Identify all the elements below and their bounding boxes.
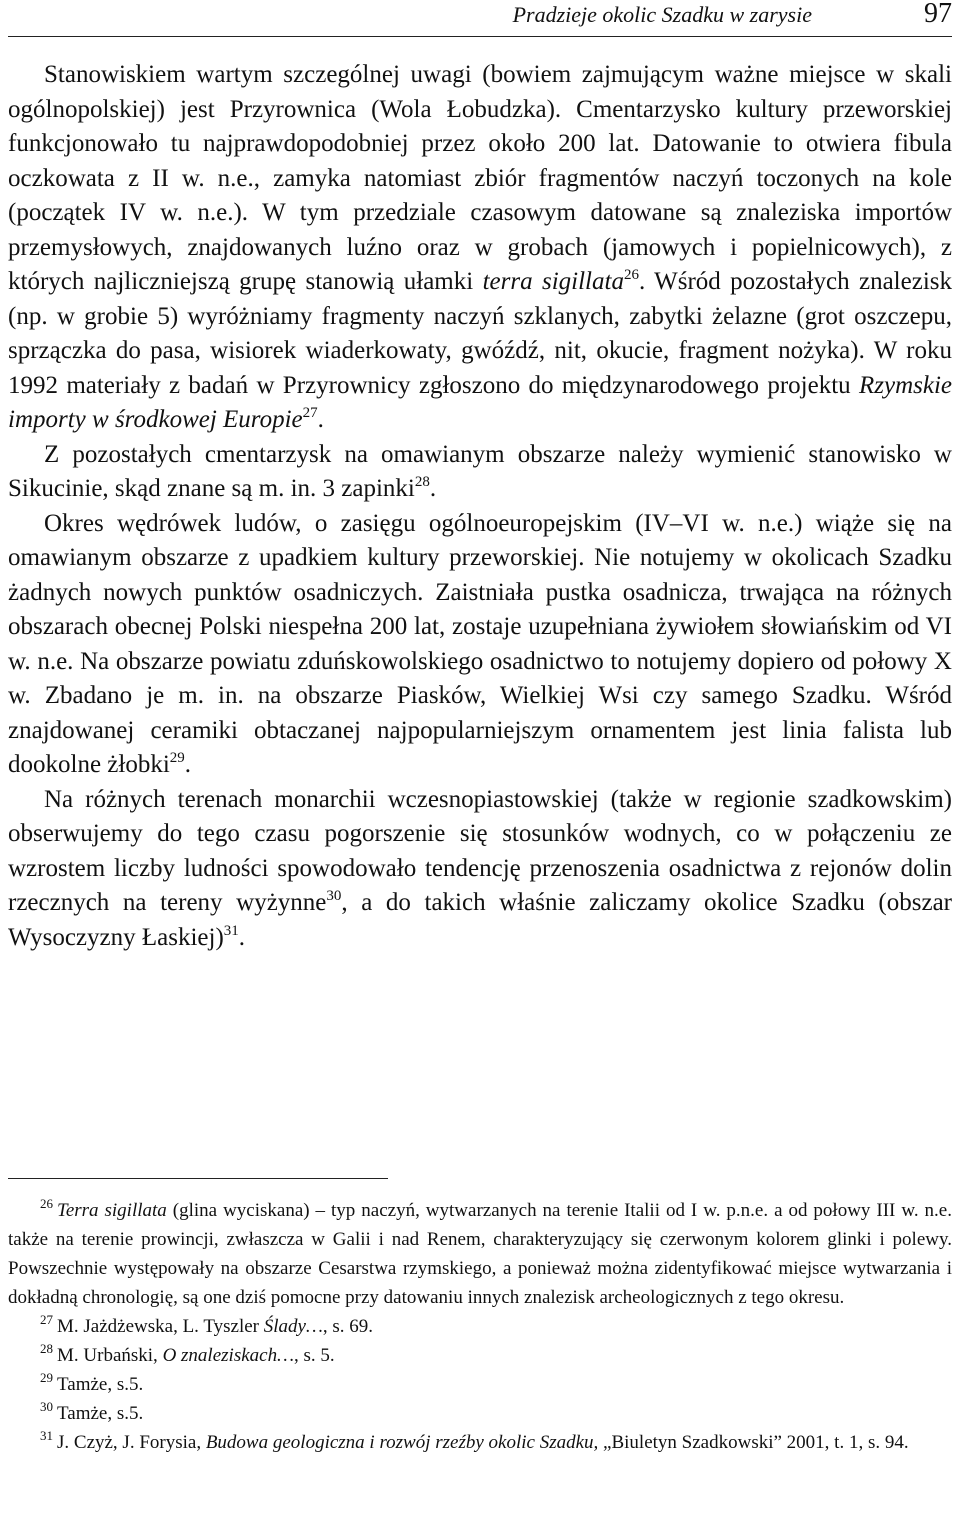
footnote-text: Tamże, s.5.: [57, 1403, 144, 1424]
italic-term: Terra sigillata: [57, 1200, 167, 1221]
text-run: Na różnych terenach monarchii wczesnopiastowskiej (także w regionie szadkowskim) obserwujemy do tego czasu pogorszenie się stosunków wodnych, co w połączeniu ze wzrostem liczby ludności spowodowało tendencję przenoszenia osadnictwa z rejonów dolin rzecznych na tereny wyżynne: [8, 785, 952, 916]
footnote-text: J. Czyż, J. Forysia,: [57, 1432, 206, 1453]
footnote-number: 31: [40, 1428, 53, 1443]
footnote-ref-28: 28: [414, 474, 430, 490]
text-run: Okres wędrówek ludów, o zasięgu ogólnoeuropejskim (IV–VI w. n.e.) wiąże się na omawianym obszarze z upadkiem kultury przeworskiej. Nie notujemy w okolicach Szadku żadnych nowych punktów osadniczych. Zaistniała pustka osadnicza, trwająca na różnych obszarach obecnej Polski niespełna 200 lat, zostaje uzupełniana żywiołem słowiańskim od VI w. n.e. Na obszarze powiatu zduńskowolskiego osadnictwo to notujemy dopiero od połowy X w. Zbadano je m. in. na obszarze Piasków, Wielkiej Wsi czy samego Szadku. Wśród znajdowanej ceramiki obtaczanej najpopularniejszym ornamentem jest linia falista lub dookolne żłobki: [8, 509, 952, 778]
paragraph-2: [8, 438, 952, 507]
page-number: 97: [924, 0, 952, 29]
footnote-number: 28: [40, 1341, 53, 1356]
footnote-text: (glina wyciskana) – typ naczyń, wytwarzanych na terenie Italii od I w. p.n.e. a od połowy III w. n.e. także na terenie prowincji, zwłaszcza w Galii i nad Renem, charakteryzujący się czerwonym kolorem glinki i polewy. Powszechnie występowały na obszarze Cesarstwa rzymskiego, a ponieważ można zidentyfikować miejsce wytwarzania i dokładną chronologię, są one dziś pomocne przy datowaniu innych znalezisk archeologicznych z tego okresu.: [8, 1200, 952, 1308]
footnote-ref-31: 31: [223, 922, 239, 939]
footnote-number: 27: [40, 1312, 53, 1327]
footnote-text: , s. 69.: [322, 1316, 373, 1337]
italic-title: O znaleziskach…: [162, 1345, 294, 1366]
footnote-text: M. Jażdżewska, L. Tyszler: [57, 1316, 264, 1337]
italic-title: Ślady…: [263, 1316, 323, 1337]
paragraph-4: [8, 783, 952, 956]
footnote-ref-29: 29: [169, 750, 185, 766]
footnote-28: [8, 1341, 952, 1370]
paragraph-3: [8, 507, 952, 783]
running-title: Pradzieje okolic Szadku w zarysie: [512, 2, 812, 27]
footnote-number: 29: [40, 1370, 53, 1385]
text-run: .: [429, 475, 437, 502]
footnote-26: [8, 1196, 952, 1312]
footnote-29: [8, 1370, 952, 1399]
text-run: , a do takich właśnie zaliczamy okolice Szadku (obszar Wysoczyzny Łaskiej): [8, 889, 952, 951]
text-run: . Wśród pozostałych znalezisk (np. w grobie 5) wyróżniamy fragmenty naczyń szklanych, zabytki żelazne (grot oszczepu, sprzączka do pasa, wisiorek wiaderkowaty, gwóźdź, nit, okucie, fragment nożyka). W roku 1992 materiały z badań w Przyrownicy zgłoszono do międzynarodowego projektu: [8, 268, 952, 399]
italic-title: Budowa geologiczna i rozwój rzeźby okolic Szadku,: [205, 1432, 599, 1453]
italic-title: Rzymskie importy w środkowej Europie: [8, 371, 952, 433]
running-header: [8, 0, 952, 37]
footnote-ref-26: 26: [623, 267, 639, 283]
footnote-text: M. Urbański,: [57, 1345, 163, 1366]
italic-term: terra sigillata: [482, 268, 624, 295]
footnote-number: 30: [40, 1399, 53, 1414]
footnote-ref-27: 27: [302, 405, 318, 421]
text-run: .: [317, 406, 324, 433]
text-run: .: [238, 923, 246, 951]
footnote-ref-30: 30: [326, 888, 342, 904]
footnote-31: [8, 1428, 952, 1457]
main-text: [8, 58, 952, 955]
text-run: Stanowiskiem wartym szczególnej uwagi (bowiem zajmującym ważne miejsce w skali ogólnopolskiej) jest Przyrownica (Wola Łobudzka). Cmentarzysko kultury przeworskiej funkcjonowało tu najprawdopodobniej przez około 200 lat. Datowanie to otwiera fibula oczkowata z II w. n.e., zamyka natomiast zbiór fragmentów naczyń toczonych na kole (początek IV w. n.e.). W tym przedziale czasowym datowane są znaleziska importów przemysłowych, znajdowanych luźno oraz w grobach (jamowych i popielnicowych), z których najliczniejszą grupę stanowią ułamki: [8, 61, 952, 295]
footnote-separator: [8, 1178, 388, 1179]
footnote-text: , s. 5.: [293, 1345, 335, 1366]
footnote-27: [8, 1312, 952, 1341]
footnotes: [8, 1196, 952, 1457]
footnote-text: Tamże, s.5.: [57, 1374, 144, 1395]
paragraph-1: [8, 58, 952, 438]
text-run: Z pozostałych cmentarzysk na omawianym obszarze należy wymienić stanowisko w Sikucinie, skąd znane są m. in. 3 zapinki: [8, 440, 952, 502]
footnote-text: „Biuletyn Szadkowski” 2001, t. 1, s. 94.: [598, 1432, 909, 1453]
footnote-number: 26: [40, 1196, 53, 1211]
footnote-30: [8, 1399, 952, 1428]
text-run: .: [184, 751, 192, 778]
